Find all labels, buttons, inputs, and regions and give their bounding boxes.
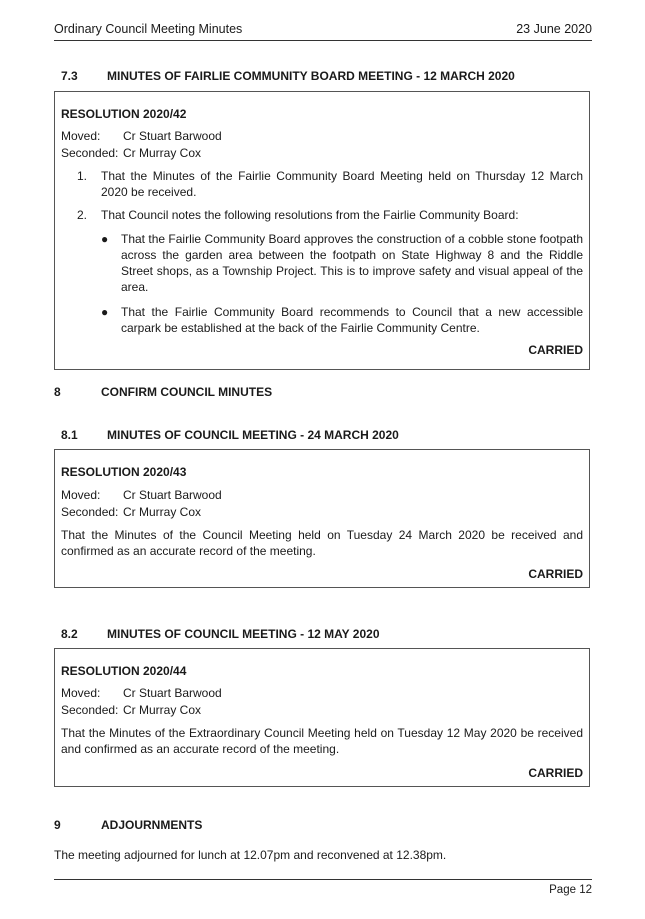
resolution-box-2020-43 [54,449,590,588]
bullet-icon: ● [101,232,109,246]
bullet-item-text: That the Fairlie Community Board recommends to Council that a new accessible carpark be established at the back of the Fairlie Community Centre. [121,305,583,335]
list-item-text: That the Minutes of the Fairlie Community Board Meeting held on Thursday 12 March 2020 be received. [101,169,583,199]
seconded-label: Seconded: [61,505,119,519]
adjournment-text: The meeting adjourned for lunch at 12.07pm and reconvened at 12.38pm. [54,848,447,862]
header-title: Ordinary Council Meeting Minutes [54,22,243,36]
page-header [54,22,592,41]
section-heading-8 [54,385,574,401]
seconded-by: Cr Murray Cox [123,505,202,519]
bullet-item [101,304,583,338]
carried-label: CARRIED [528,766,583,780]
section-heading-8-2 [61,627,581,643]
page-footer [54,879,592,896]
seconded-label: Seconded: [61,703,119,717]
moved-line [61,128,222,144]
section-title: CONFIRM COUNCIL MINUTES [101,385,273,399]
section-heading-8-1 [61,428,581,444]
section-number: 7.3 [61,69,78,83]
moved-label: Moved: [61,686,101,700]
resolution-title: RESOLUTION 2020/42 [61,107,187,121]
moved-label: Moved: [61,129,101,143]
list-item [77,207,583,225]
resolution-title: RESOLUTION 2020/44 [61,664,187,678]
section-number: 8.1 [61,428,78,442]
bullet-item [101,231,583,297]
moved-by: Cr Stuart Barwood [123,686,222,700]
moved-label: Moved: [61,488,101,502]
carried-label: CARRIED [528,343,583,357]
seconded-by: Cr Murray Cox [123,146,202,160]
moved-line [61,685,222,701]
list-item-number: 1. [77,169,88,183]
page-number: Page 12 [549,884,592,896]
resolution-title: RESOLUTION 2020/43 [61,465,187,479]
section-title: MINUTES OF COUNCIL MEETING - 12 MAY 2020 [107,627,380,641]
resolution-box-2020-42 [54,91,590,370]
list-item [77,168,583,202]
list-item-text: That Council notes the following resolutions from the Fairlie Community Board: [101,208,519,222]
seconded-label: Seconded: [61,146,119,160]
seconded-line [61,702,201,718]
moved-by: Cr Stuart Barwood [123,488,222,502]
section-number: 8.2 [61,627,78,641]
seconded-line [61,145,201,161]
resolution-box-2020-44 [54,648,590,787]
seconded-line [61,504,201,520]
bullet-item-text: That the Fairlie Community Board approves the construction of a cobble stone footpath across the garden area between the footpath on State Highway 8 and the Riddle Street shops, as a Township Project. This is to improve safety and visual appeal of the area. [121,232,583,294]
section-heading-9 [54,818,574,834]
bullet-icon: ● [101,305,109,319]
moved-by: Cr Stuart Barwood [123,129,222,143]
list-item-number: 2. [77,208,88,222]
seconded-by: Cr Murray Cox [123,703,202,717]
section-title: MINUTES OF COUNCIL MEETING - 24 MARCH 2020 [107,428,399,442]
carried-label: CARRIED [528,567,583,581]
resolution-text: That the Minutes of the Extraordinary Council Meeting held on Tuesday 12 May 2020 be received and confirmed as an accurate record of the meeting. [61,726,583,756]
section-title: MINUTES OF FAIRLIE COMMUNITY BOARD MEETING - 12 MARCH 2020 [107,69,515,83]
section-number: 9 [54,818,61,832]
resolution-text: That the Minutes of the Council Meeting held on Tuesday 24 March 2020 be received and confirmed as an accurate record of the meeting. [61,528,583,558]
section-heading-7-3 [61,69,581,85]
section-title: ADJOURNMENTS [101,818,203,832]
header-date: 23 June 2020 [516,22,592,36]
moved-line [61,487,222,503]
section-number: 8 [54,385,61,399]
